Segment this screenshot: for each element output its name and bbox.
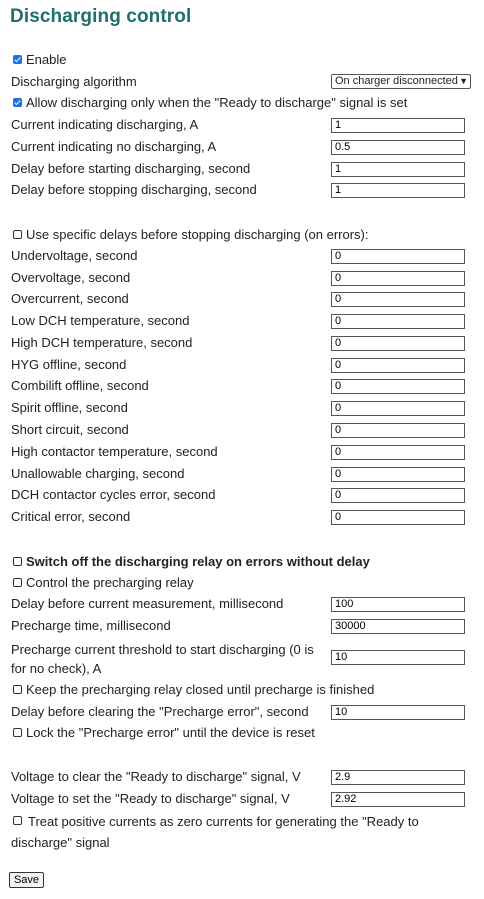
precharge-threshold-input[interactable]: 10 <box>331 650 465 665</box>
field-row <box>11 617 471 637</box>
keep-closed-label: Keep the precharging relay closed until precharge is finished <box>26 682 375 697</box>
field-label: Overcurrent, second <box>11 291 129 306</box>
hyg-offline-input[interactable]: 0 <box>331 358 465 373</box>
high-contactor-temp-input[interactable]: 0 <box>331 445 465 460</box>
error-field-row <box>11 486 471 506</box>
critical-error-input[interactable]: 0 <box>331 510 465 525</box>
error-field-row <box>11 465 471 485</box>
field-row <box>11 768 471 788</box>
field-row <box>11 116 471 136</box>
field-label: Voltage to set the "Ready to discharge" signal, V <box>11 791 290 806</box>
undervoltage-input[interactable]: 0 <box>331 249 465 264</box>
low-dch-temp-input[interactable]: 0 <box>331 314 465 329</box>
field-label: Delay before stopping discharging, second <box>11 182 257 197</box>
control-precharge-checkbox[interactable] <box>13 578 22 587</box>
algorithm-label: Discharging algorithm <box>11 74 137 89</box>
delay-measure-input[interactable]: 100 <box>331 597 465 612</box>
error-field-row <box>11 290 471 310</box>
switch-off-row <box>11 553 471 573</box>
field-label: Unallowable charging, second <box>11 466 185 481</box>
specific-delays-checkbox[interactable] <box>13 230 22 239</box>
field-row <box>11 160 471 180</box>
short-circuit-input[interactable]: 0 <box>331 423 465 438</box>
control-precharge-row <box>11 574 471 594</box>
error-field-row <box>11 312 471 332</box>
control-precharge-label: Control the precharging relay <box>26 575 194 590</box>
field-label: Current indicating discharging, A <box>11 117 199 132</box>
field-row <box>11 703 471 723</box>
field-label: High contactor temperature, second <box>11 444 218 459</box>
allow-ready-label: Allow discharging only when the "Ready to discharge" signal is set <box>26 95 408 110</box>
field-row <box>11 790 471 810</box>
field-label: High DCH temperature, second <box>11 335 193 350</box>
field-row <box>11 138 471 158</box>
combilift-offline-input[interactable]: 0 <box>331 379 465 394</box>
lock-error-checkbox[interactable] <box>13 728 22 737</box>
field-label: Overvoltage, second <box>11 270 131 285</box>
current-discharging-input[interactable]: 1 <box>331 118 465 133</box>
spirit-offline-input[interactable]: 0 <box>331 401 465 416</box>
keep-closed-checkbox[interactable] <box>13 685 22 694</box>
field-label: Delay before starting discharging, second <box>11 161 251 176</box>
enable-checkbox[interactable] <box>13 55 22 64</box>
enable-label: Enable <box>26 52 67 67</box>
error-field-row <box>11 356 471 376</box>
dch-contactor-cycles-input[interactable]: 0 <box>331 488 465 503</box>
error-field-row <box>11 443 471 463</box>
delay-stop-input[interactable]: 1 <box>331 183 465 198</box>
enable-row <box>11 51 471 71</box>
field-label: Current indicating no discharging, A <box>11 139 217 154</box>
page-title: Discharging control <box>10 6 192 27</box>
field-label: Undervoltage, second <box>11 248 138 263</box>
algorithm-select[interactable] <box>331 74 471 89</box>
overvoltage-input[interactable]: 0 <box>331 271 465 286</box>
allow-ready-row <box>11 94 471 114</box>
switch-off-label: Switch off the discharging relay on errors without delay <box>26 554 370 569</box>
high-dch-temp-input[interactable]: 0 <box>331 336 465 351</box>
chevron-down-icon: ▼ <box>459 76 468 86</box>
field-label: HYG offline, second <box>11 357 127 372</box>
field-label: Delay before clearing the "Precharge error", second <box>11 704 309 719</box>
field-label: DCH contactor cycles error, second <box>11 487 216 502</box>
treat-positive-row <box>11 810 471 852</box>
save-button[interactable]: Save <box>9 872 44 888</box>
error-field-row <box>11 508 471 528</box>
lock-error-row <box>11 724 471 744</box>
field-row <box>11 639 471 679</box>
field-label: Short circuit, second <box>11 422 129 437</box>
error-field-row <box>11 421 471 441</box>
error-field-row <box>11 247 471 267</box>
algorithm-row <box>11 73 471 93</box>
field-label: Spirit offline, second <box>11 400 128 415</box>
error-field-row <box>11 334 471 354</box>
field-row <box>11 181 471 201</box>
field-label: Delay before current measurement, millisecond <box>11 596 284 611</box>
error-field-row <box>11 269 471 289</box>
field-label: Low DCH temperature, second <box>11 313 190 328</box>
delay-start-input[interactable]: 1 <box>331 162 465 177</box>
precharge-time-input[interactable]: 30000 <box>331 619 465 634</box>
field-row <box>11 595 471 615</box>
field-label: Voltage to clear the "Ready to discharge" signal, V <box>11 769 301 784</box>
current-no-discharging-input[interactable]: 0.5 <box>331 140 465 155</box>
field-label: Critical error, second <box>11 509 131 524</box>
switch-off-checkbox[interactable] <box>13 557 22 566</box>
voltage-set-input[interactable]: 2.92 <box>331 792 465 807</box>
field-label: Precharge time, millisecond <box>11 618 171 633</box>
lock-error-label: Lock the "Precharge error" until the device is reset <box>26 725 315 740</box>
overcurrent-input[interactable]: 0 <box>331 292 465 307</box>
error-field-row <box>11 377 471 397</box>
delay-clear-error-input[interactable]: 10 <box>331 705 465 720</box>
voltage-clear-input[interactable]: 2.9 <box>331 770 465 785</box>
treat-positive-label: Treat positive currents as zero currents for generating the "Ready to discharge" signal <box>11 814 419 850</box>
field-label: Precharge current threshold to start discharging (0 is for no check), A <box>11 642 314 676</box>
field-label: Combilift offline, second <box>11 378 149 393</box>
algorithm-select-value: On charger disconnected <box>335 75 458 87</box>
specific-delays-row <box>11 226 471 246</box>
error-field-row <box>11 399 471 419</box>
keep-closed-row <box>11 681 471 701</box>
allow-ready-checkbox[interactable] <box>13 98 22 107</box>
specific-delays-label: Use specific delays before stopping discharging (on errors): <box>26 227 369 242</box>
unallowable-charging-input[interactable]: 0 <box>331 467 465 482</box>
